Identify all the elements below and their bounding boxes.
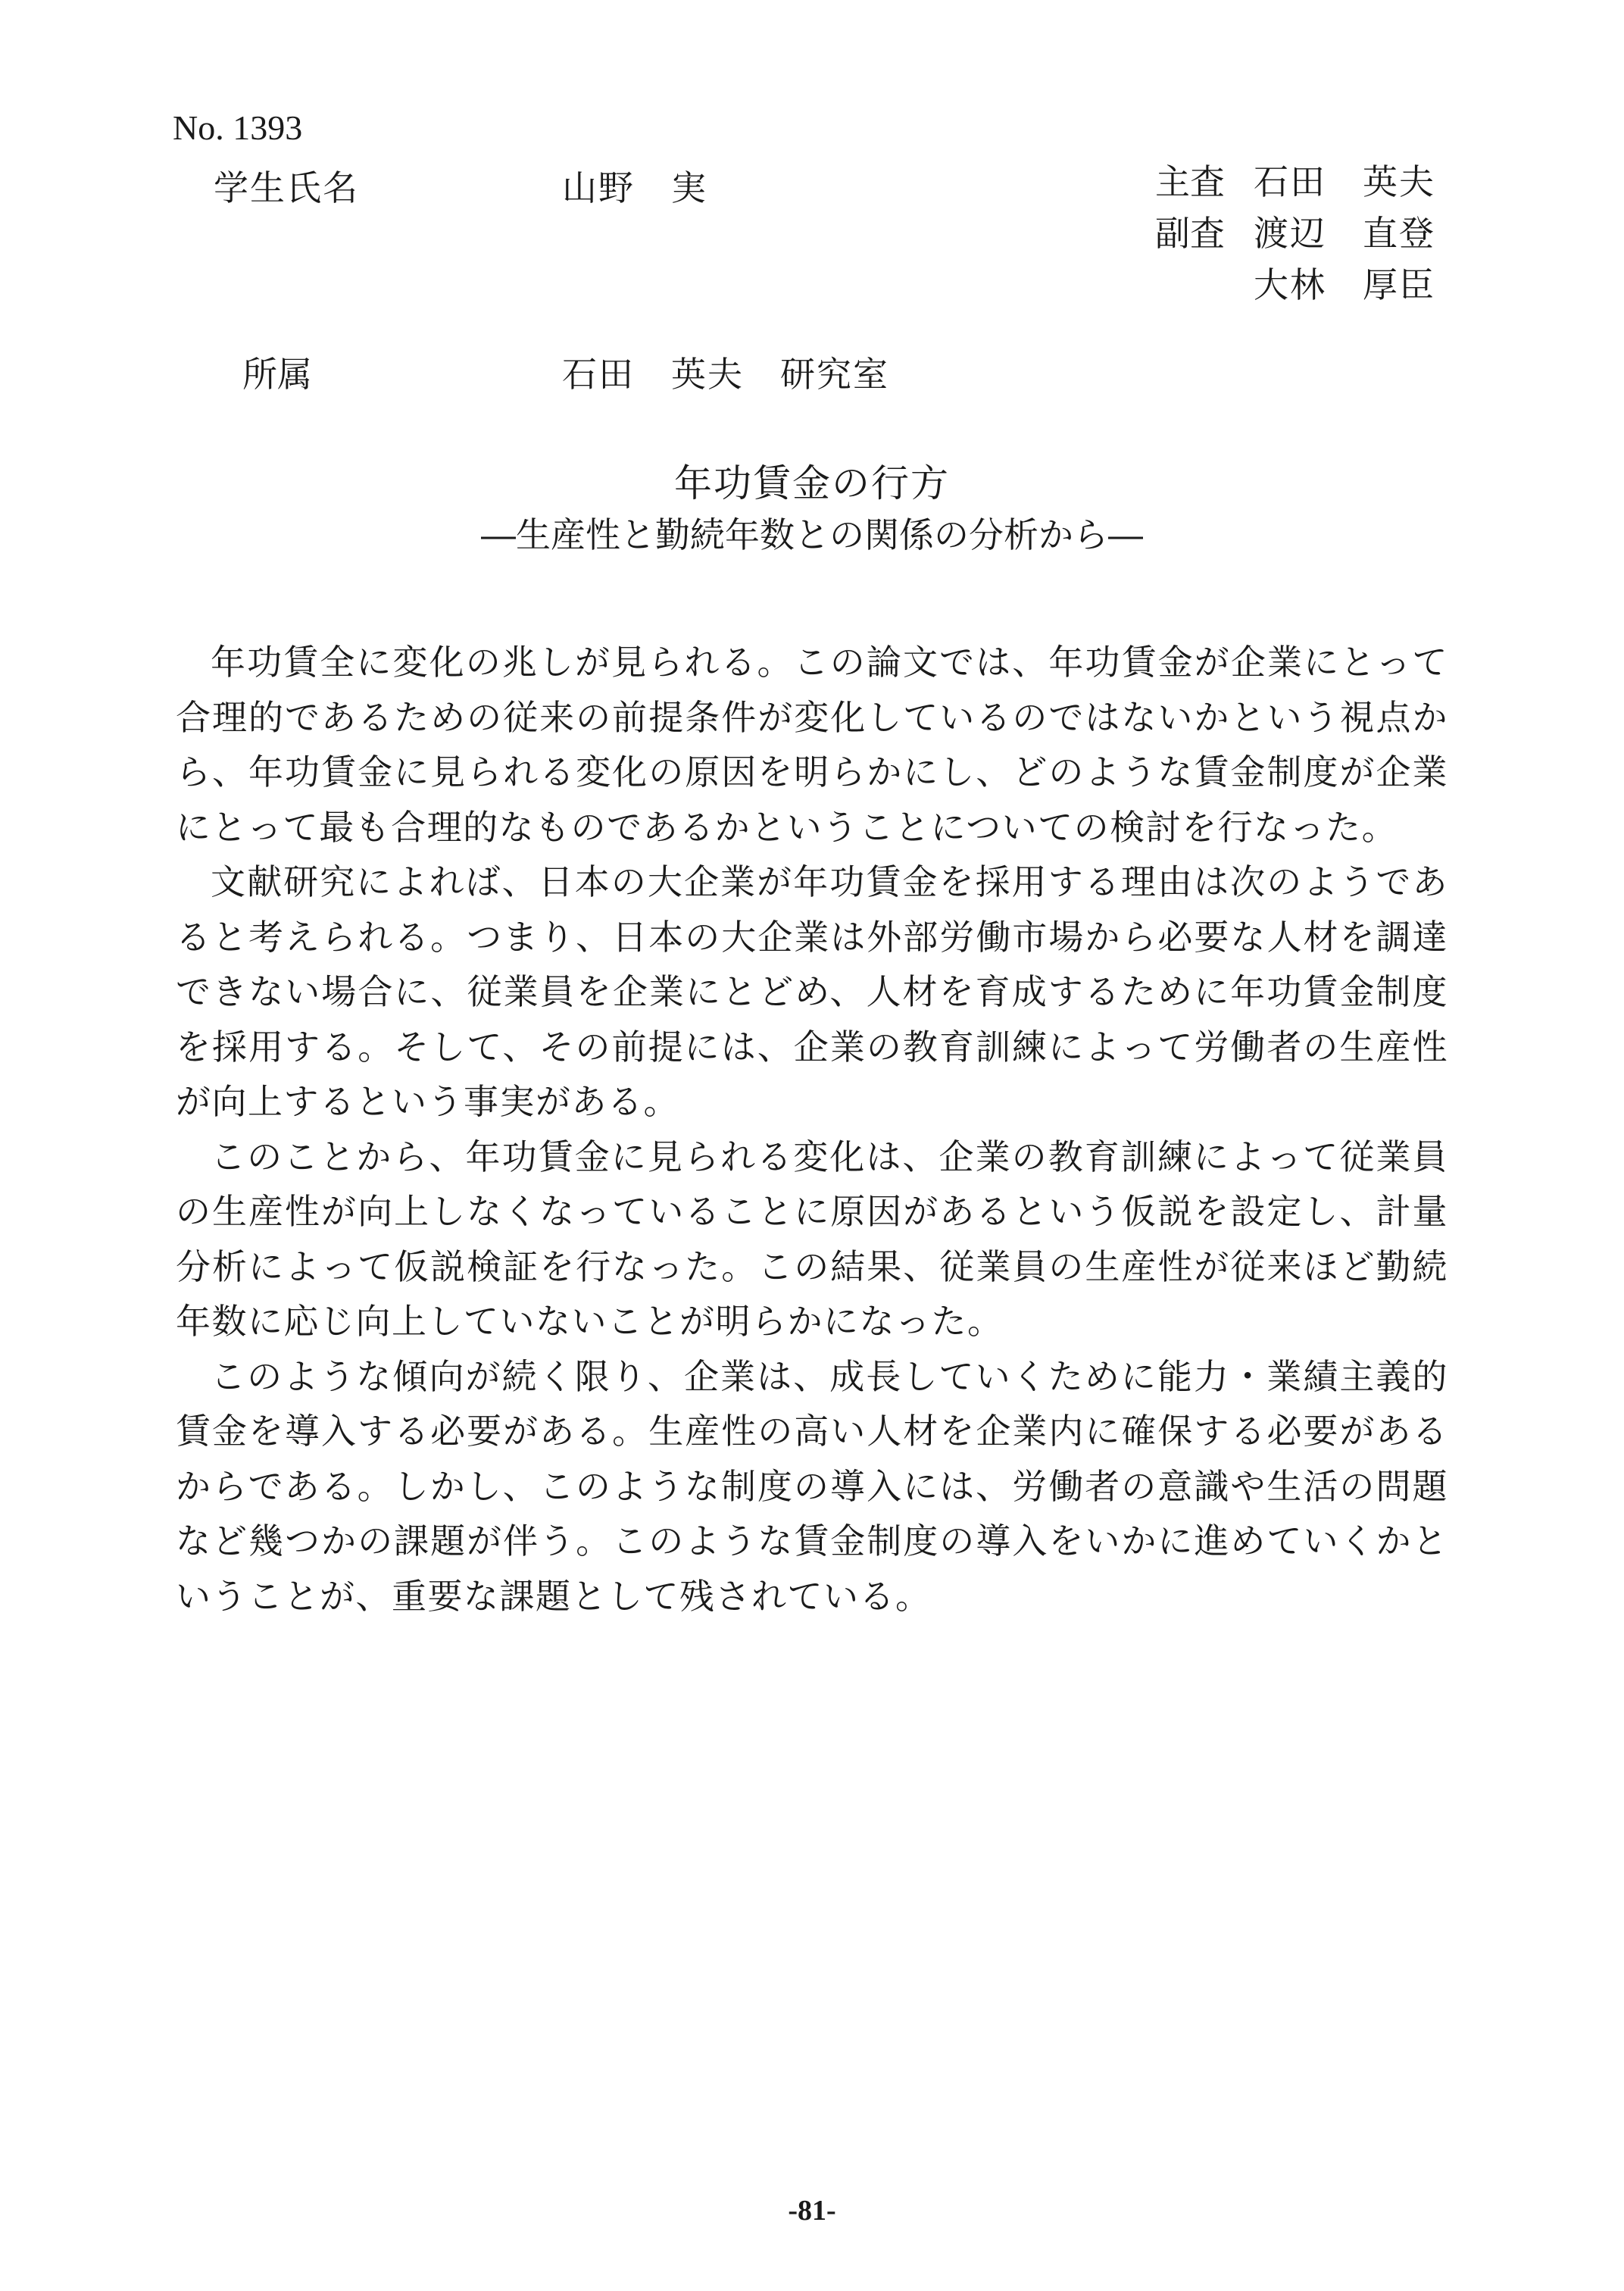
page-number: -81-	[788, 2195, 836, 2227]
affiliation-label: 所属	[242, 354, 312, 395]
examiner-role: 主査	[1155, 161, 1225, 202]
examiner-name: 石田 英夫	[1254, 161, 1435, 202]
examiner-role	[1155, 259, 1254, 311]
examiner-name: 大林 厚臣	[1254, 264, 1435, 305]
examiner-name: 渡辺 直登	[1254, 213, 1435, 254]
document-number: No. 1393	[173, 108, 303, 147]
examiner-role: 副査	[1155, 213, 1225, 254]
student-name-label: 学生氏名	[214, 167, 359, 208]
affiliation-value: 石田 英夫 研究室	[562, 354, 889, 395]
abstract-paragraph: 文献研究によれば、日本の大企業が年功賃金を採用する理由は次のようであると考えられる。つまり、日本の大企業は外部労働市場から必要な人材を調達できない場合に、従業員を企業にとどめ、人材を育成するために年功賃金制度を採用する。そして、その前提には、企業の教育訓練によって労働者の生産性が向上するという事実がある。	[176, 861, 1448, 1122]
abstract-body	[176, 635, 1448, 1624]
student-name: 山野 実	[562, 167, 707, 208]
examiner-row-sub	[1155, 208, 1541, 259]
abstract-paragraph: このような傾向が続く限り、企業は、成長していくために能力・業績主義的賃金を導入する必要がある。生産性の高い人材を企業内に確保する必要があるからである。しかし、このような制度の導入には、労働者の意識や生活の問題など幾つかの課題が伴う。このような賃金制度の導入をいかに進めていくかということが、重要な課題として残されている。	[176, 1355, 1448, 1617]
thesis-subtitle: ―生産性と勤続年数との関係の分析から―	[481, 514, 1143, 555]
examiner-row-chief	[1155, 156, 1541, 208]
thesis-title: 年功賃金の行方	[674, 461, 950, 505]
examiner-row-sub-2	[1155, 259, 1541, 311]
abstract-paragraph: このことから、年功賃金に見られる変化は、企業の教育訓練によって従業員の生産性が向上しなくなっていることに原因があるという仮説を設定し、計量分析によって仮説検証を行なった。この結果、従業員の生産性が従来ほど勤続年数に応じ向上していないことが明らかになった。	[176, 1136, 1448, 1342]
abstract-paragraph: 年功賃全に変化の兆しが見られる。この論文では、年功賃金が企業にとって合理的であるための従来の前提条件が変化しているのではないかという視点から、年功賃金に見られる変化の原因を明らかにし、どのような賃金制度が企業にとって最も合理的なものであるかということについての検討を行なった。	[176, 642, 1448, 848]
examiner-list	[1155, 156, 1541, 311]
